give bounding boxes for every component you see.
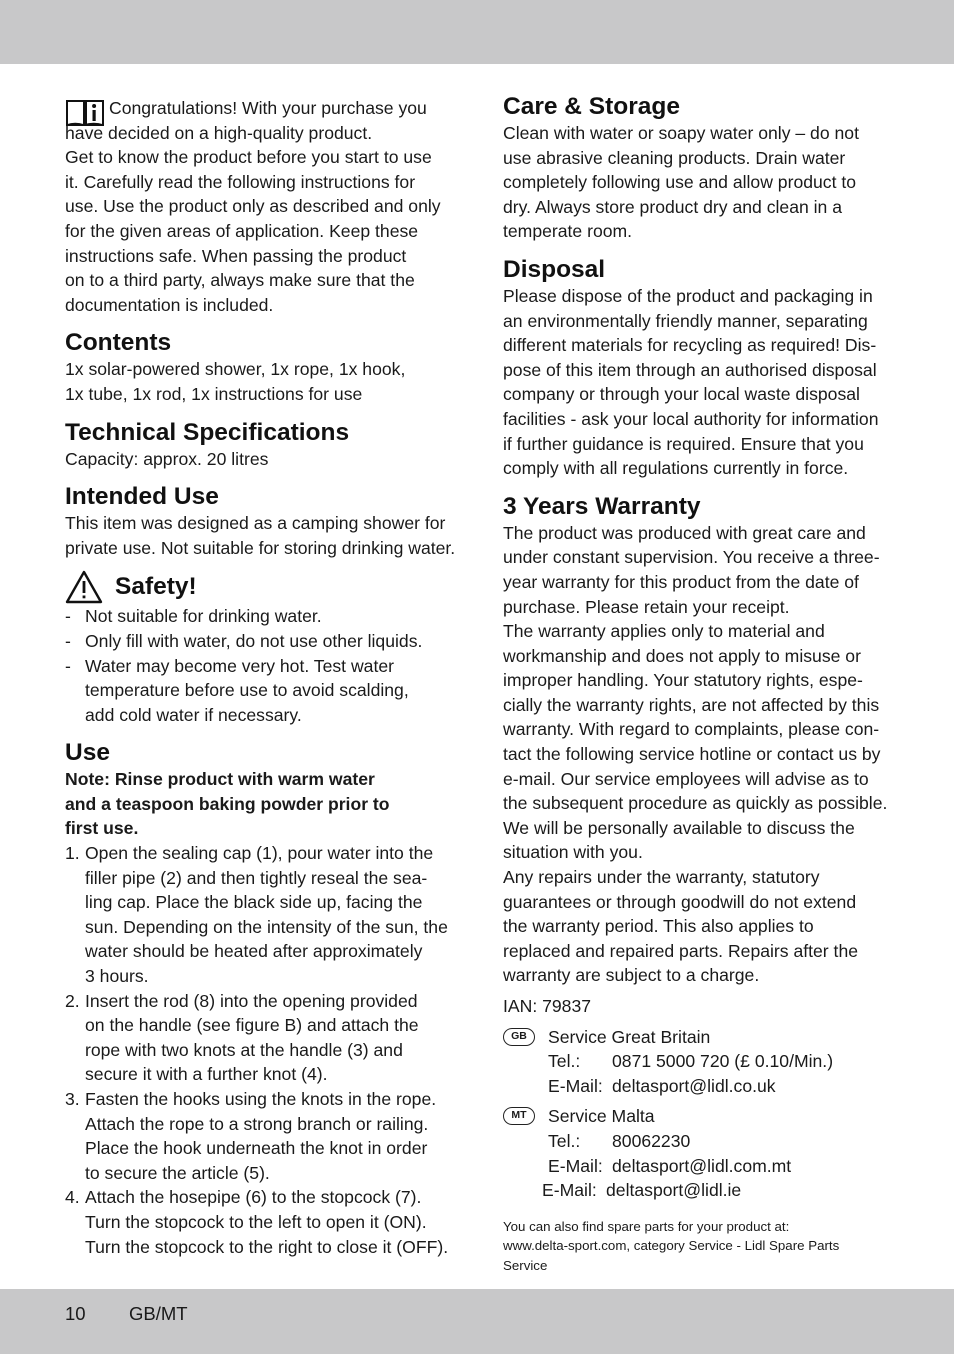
use-step-text: Place the hook underneath the knot in order: [85, 1138, 428, 1159]
warranty-line: e-mail. Our service employees will advise as to: [503, 768, 869, 789]
safety-item-marker: -: [65, 606, 71, 627]
contents-line: 1x tube, 1x rod, 1x instructions for use: [65, 383, 363, 404]
tech-heading: Technical Specifications: [65, 418, 350, 446]
warranty-line: Any repairs under the warranty, statutory: [503, 867, 820, 888]
use-step-text: water should be heated after approximately: [85, 941, 423, 962]
contents-text: [65, 357, 450, 406]
intro-text: [65, 121, 450, 318]
use-step-text: on the handle (see figure B) and attach the: [85, 1015, 419, 1036]
warranty-text: [503, 521, 895, 988]
right-column: [503, 93, 895, 1275]
use-note-line: and a teaspoon baking powder prior to: [65, 793, 390, 814]
disposal-line: comply with all regulations currently in force.: [503, 458, 849, 479]
use-step-text: Fasten the hooks using the knots in the rope.: [85, 1089, 437, 1109]
use-note-line: first use.: [65, 818, 139, 839]
safety-item-marker: -: [65, 655, 71, 676]
safety-item-text: Not suitable for drinking water.: [85, 606, 322, 627]
use-step: [65, 841, 450, 989]
warranty-line: warranty. With regard to complaints, please con-: [503, 719, 880, 740]
tech-section: [65, 419, 450, 472]
warranty-line: The product was produced with great care and: [503, 522, 866, 543]
care-line: use abrasive cleaning products. Drain water: [503, 147, 846, 168]
disposal-line: different materials for recycling as required! Dis-: [503, 335, 877, 356]
intro-line: documentation is included.: [65, 294, 274, 315]
disposal-line: pose of this item through an authorised disposal: [503, 359, 877, 380]
disposal-line: an environmentally friendly manner, separating: [503, 310, 868, 331]
intro-first-line: [65, 96, 450, 121]
intended-section: [65, 483, 456, 560]
footer-language: GB/MT: [129, 1303, 188, 1324]
disposal-line: company or through your local waste disposal: [503, 384, 860, 405]
care-line: dry. Always store product dry and clean in a: [503, 196, 843, 217]
ian-number: IAN: 79837: [503, 996, 592, 1016]
service-mt: [503, 1104, 895, 1202]
care-text: [503, 121, 895, 244]
intro-section: [65, 96, 450, 317]
intro-line: instructions safe. When passing the product: [65, 245, 407, 266]
safety-item-text: add cold water if necessary.: [85, 704, 302, 725]
care-section: [503, 93, 895, 244]
warranty-line: warranty are subject to a charge.: [503, 965, 760, 986]
use-step-text: filler pipe (2) and then tightly reseal the sea-: [85, 867, 428, 888]
service-mt-email2: deltasport@lidl.ie: [606, 1180, 742, 1201]
spare-parts-line: Service: [503, 1257, 548, 1273]
warranty-line: The warranty applies only to material and: [503, 621, 825, 642]
warranty-line: purchase. Please retain your receipt.: [503, 596, 790, 617]
warning-triangle-icon: [65, 570, 103, 604]
use-step-text: Attach the rope to a strong branch or railing.: [85, 1113, 429, 1134]
service-gb-email: deltasport@lidl.co.uk: [612, 1075, 776, 1096]
disposal-line: Please dispose of the product and packaging in: [503, 285, 873, 306]
use-step-marker: 3.: [65, 1089, 80, 1109]
use-section: [65, 739, 450, 1259]
intended-heading: Intended Use: [65, 483, 219, 511]
contents-heading: Contents: [65, 329, 172, 357]
intro-first-text: Congratulations! With your purchase you: [109, 98, 427, 118]
warranty-line: cially the warranty rights, are not affected by this: [503, 694, 880, 715]
use-steps: [65, 841, 450, 1259]
use-heading: Use: [65, 739, 110, 767]
disposal-heading: Disposal: [503, 255, 606, 283]
use-step-text: ling cap. Place the black side up, facing the: [85, 892, 423, 913]
intended-line: private use. Not suitable for storing drinking water.: [65, 537, 456, 558]
use-step-text: Attach the hosepipe (6) to the stopcock (7).: [85, 1187, 422, 1208]
spare-parts-note: [503, 1217, 895, 1276]
intro-line: it. Carefully read the following instructions for: [65, 171, 416, 192]
disposal-section: [503, 256, 895, 481]
spare-parts-line: www.delta-sport.com, category Service - Lidl Spare Parts: [503, 1238, 840, 1254]
use-step-text: Open the sealing cap (1), pour water into the: [85, 843, 434, 864]
disposal-line: facilities - ask your local authority for information: [503, 408, 879, 429]
info-book-icon: [65, 98, 105, 128]
use-step: [65, 989, 450, 1087]
use-note-line: Note: Rinse product with warm water: [65, 769, 375, 790]
use-step-text: 3 hours.: [85, 966, 149, 987]
service-mt-email-label: E-Mail:: [548, 1155, 603, 1176]
use-step-marker: 4.: [65, 1187, 80, 1208]
use-step-text: secure it with a further knot (4).: [85, 1064, 328, 1085]
service-mt-email: deltasport@lidl.com.mt: [612, 1155, 792, 1176]
use-step-marker: 1.: [65, 843, 80, 864]
safety-item-marker: -: [65, 630, 71, 651]
service-gb-title: Service Great Britain: [548, 1026, 711, 1047]
use-note: [65, 767, 450, 841]
service-mt-email2-label: E-Mail:: [542, 1180, 597, 1201]
warranty-line: workmanship and does not apply to misuse or: [503, 645, 861, 666]
care-line: Clean with water or soapy water only – do not: [503, 123, 859, 143]
warranty-line: situation with you.: [503, 842, 643, 863]
warranty-section: [503, 493, 895, 988]
warranty-line: the warranty period. This also applies to: [503, 916, 814, 937]
safety-item-text: Only fill with water, do not use other liquids.: [85, 630, 423, 651]
intro-line: use. Use the product only as described and only: [65, 196, 441, 217]
care-line: completely following use and allow product to: [503, 172, 857, 193]
intro-line: on to a third party, always make sure that the: [65, 270, 415, 291]
safety-item: [65, 654, 450, 728]
care-heading: Care & Storage: [503, 93, 681, 120]
gb-badge-icon: GB: [503, 1028, 535, 1046]
disposal-text: [503, 284, 895, 481]
header-band: [0, 0, 954, 64]
use-step: [65, 1087, 450, 1185]
tech-text: [65, 447, 450, 472]
safety-item: [65, 629, 450, 654]
warranty-heading: 3 Years Warranty: [503, 492, 701, 520]
safety-heading: Safety!: [115, 573, 197, 601]
warranty-line: under constant supervision. You receive a three-: [503, 547, 880, 568]
intended-text: [65, 511, 456, 560]
intro-line: Get to know the product before you start to use: [65, 147, 432, 168]
service-gb: [503, 1025, 895, 1099]
tech-line: Capacity: approx. 20 litres: [65, 448, 269, 469]
warranty-line: improper handling. Your statutory rights, espe-: [503, 670, 863, 691]
warranty-line: year warranty for this product from the date of: [503, 571, 859, 592]
contents-line: 1x solar-powered shower, 1x rope, 1x hook,: [65, 359, 406, 380]
intro-line: for the given areas of application. Keep these: [65, 220, 419, 241]
contents-section: [65, 329, 450, 406]
use-step-text: sun. Depending on the intensity of the sun, the: [85, 916, 448, 937]
care-line: temperate room.: [503, 221, 633, 242]
use-step-text: Insert the rod (8) into the opening provided: [85, 990, 418, 1011]
intro-line: have decided on a high-quality product.: [65, 122, 373, 143]
safety-item: [65, 604, 450, 629]
safety-list: [65, 604, 450, 727]
disposal-line: if further guidance is required. Ensure that you: [503, 433, 864, 454]
use-step-text: Turn the stopcock to the left to open it (ON).: [85, 1211, 427, 1232]
left-column: [65, 96, 456, 1259]
warranty-line: replaced and repaired parts. Repairs after the: [503, 940, 859, 961]
warranty-line: the subsequent procedure as quickly as possible.: [503, 793, 888, 814]
use-step-text: to secure the article (5).: [85, 1162, 270, 1183]
mt-badge-icon: MT: [503, 1107, 535, 1125]
safety-heading-row: [65, 570, 450, 604]
use-step-text: rope with two knots at the handle (3) and: [85, 1039, 403, 1060]
service-gb-tel-label: Tel.:: [548, 1051, 581, 1072]
warranty-line: We will be personally available to discuss the: [503, 817, 855, 838]
safety-section: [65, 570, 450, 727]
service-mt-tel-label: Tel.:: [548, 1130, 581, 1151]
use-step-marker: 2.: [65, 990, 80, 1011]
spare-parts-line: You can also find spare parts for your product at:: [503, 1218, 790, 1234]
safety-item-text: temperature before use to avoid scalding,: [85, 680, 409, 701]
intended-line: This item was designed as a camping shower for: [65, 513, 446, 534]
warranty-line: guarantees or through goodwill do not extend: [503, 891, 857, 912]
use-step-text: Turn the stopcock to the right to close it (OFF).: [85, 1236, 449, 1257]
service-mt-title: Service Malta: [548, 1106, 655, 1127]
service-mt-tel: 80062230: [612, 1130, 691, 1151]
service-gb-tel: 0871 5000 720 (£ 0.10/Min.): [612, 1051, 834, 1072]
safety-item-text: Water may become very hot. Test water: [85, 655, 394, 676]
page-number: 10: [65, 1303, 86, 1324]
service-gb-email-label: E-Mail:: [548, 1075, 603, 1096]
warranty-line: tact the following service hotline or contact us by: [503, 744, 881, 765]
use-step: [65, 1185, 450, 1259]
